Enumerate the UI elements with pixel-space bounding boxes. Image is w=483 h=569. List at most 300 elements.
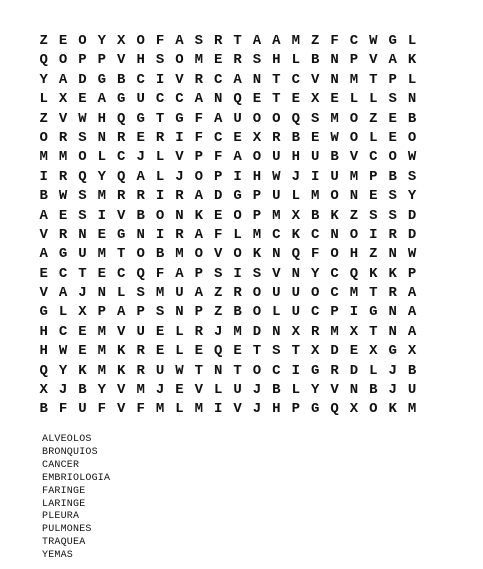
grid-letter: Y bbox=[407, 188, 417, 205]
grid-letter: O bbox=[407, 129, 417, 146]
grid-letter: J bbox=[136, 149, 145, 166]
grid-letter: V bbox=[117, 323, 126, 340]
grid-letter: O bbox=[39, 129, 48, 146]
grid-letter: I bbox=[349, 304, 359, 321]
grid-letter: E bbox=[78, 323, 87, 340]
grid-letter: C bbox=[349, 33, 359, 49]
grid-letter: N bbox=[272, 323, 281, 340]
grid-letter: F bbox=[97, 401, 107, 418]
grid-letter: J bbox=[155, 382, 165, 399]
grid-letter: C bbox=[136, 71, 145, 88]
grid-letter: T bbox=[369, 285, 378, 302]
grid-letter: J bbox=[252, 382, 262, 399]
grid-letter: V bbox=[117, 52, 126, 69]
grid-letter: U bbox=[407, 382, 417, 399]
grid-letter: U bbox=[136, 323, 145, 340]
grid-letter: M bbox=[272, 207, 281, 224]
grid-letter: N bbox=[407, 91, 417, 108]
grid-letter: O bbox=[233, 207, 242, 224]
grid-letter: M bbox=[97, 246, 107, 263]
grid-letter: B bbox=[39, 188, 48, 205]
grid-letter: A bbox=[214, 110, 223, 127]
grid-letter: V bbox=[214, 246, 223, 263]
grid-letter: U bbox=[155, 362, 165, 379]
grid-letter: D bbox=[214, 188, 223, 205]
grid-letter: L bbox=[272, 304, 281, 321]
grid-letter: Q bbox=[214, 343, 223, 360]
grid-letter: E bbox=[330, 91, 339, 108]
grid-letter: C bbox=[155, 91, 165, 108]
grid-letter: R bbox=[136, 188, 145, 205]
grid-letter: M bbox=[97, 362, 107, 379]
word-list-item: PULMONES bbox=[42, 524, 92, 536]
grid-letter: S bbox=[369, 207, 378, 224]
grid-letter: T bbox=[233, 33, 242, 49]
grid-letter: U bbox=[78, 401, 87, 418]
grid-letter: L bbox=[291, 382, 300, 399]
grid-letter: B bbox=[233, 304, 242, 321]
grid-letter: A bbox=[194, 188, 204, 205]
grid-letter: N bbox=[97, 129, 107, 146]
grid-letter: E bbox=[369, 188, 378, 205]
grid-letter: O bbox=[58, 52, 68, 69]
grid-letter: N bbox=[214, 91, 223, 108]
grid-letter: M bbox=[194, 401, 204, 418]
grid-letter: V bbox=[272, 265, 281, 282]
grid-letter: Q bbox=[233, 91, 242, 108]
grid-letter: H bbox=[272, 52, 281, 69]
grid-letter: V bbox=[369, 52, 378, 69]
grid-letter: G bbox=[310, 362, 320, 379]
grid-letter: R bbox=[214, 33, 223, 49]
grid-letter: V bbox=[39, 226, 48, 243]
grid-letter: I bbox=[39, 168, 48, 185]
grid-letter: A bbox=[407, 323, 417, 340]
grid-letter: B bbox=[291, 129, 300, 146]
grid-letter: O bbox=[78, 33, 87, 49]
grid-letter: K bbox=[291, 226, 300, 243]
grid-letter: E bbox=[175, 382, 184, 399]
grid-letter: I bbox=[155, 71, 165, 88]
grid-letter: P bbox=[252, 207, 262, 224]
grid-letter: L bbox=[369, 362, 378, 379]
grid-letter: L bbox=[233, 226, 242, 243]
grid-letter: S bbox=[388, 188, 397, 205]
grid-letter: A bbox=[194, 91, 204, 108]
grid-letter: K bbox=[252, 246, 262, 263]
grid-row bbox=[34, 168, 444, 187]
grid-letter: N bbox=[349, 188, 359, 205]
grid-letter: M bbox=[349, 285, 359, 302]
grid-row bbox=[34, 362, 444, 381]
grid-letter: P bbox=[194, 265, 204, 282]
word-list-item: YEMAS bbox=[42, 550, 74, 562]
grid-letter: R bbox=[175, 188, 184, 205]
grid-letter: X bbox=[252, 129, 262, 146]
grid-letter: B bbox=[310, 207, 320, 224]
grid-letter: B bbox=[272, 382, 281, 399]
grid-letter: Z bbox=[369, 246, 378, 263]
grid-letter: G bbox=[39, 304, 48, 321]
grid-letter: P bbox=[407, 265, 417, 282]
grid-letter: P bbox=[388, 71, 397, 88]
grid-letter: K bbox=[388, 401, 397, 418]
grid-row bbox=[34, 110, 444, 129]
grid-letter: Q bbox=[117, 110, 126, 127]
grid-letter: K bbox=[369, 265, 378, 282]
grid-letter: J bbox=[175, 168, 184, 185]
grid-letter: U bbox=[175, 285, 184, 302]
grid-letter: E bbox=[97, 265, 107, 282]
grid-letter: E bbox=[78, 343, 87, 360]
grid-letter: X bbox=[349, 401, 359, 418]
grid-letter: P bbox=[194, 149, 204, 166]
grid-letter: G bbox=[388, 33, 397, 49]
grid-letter: Y bbox=[39, 71, 48, 88]
grid-letter: F bbox=[214, 226, 223, 243]
grid-letter: H bbox=[136, 52, 145, 69]
grid-letter: T bbox=[155, 110, 165, 127]
grid-letter: O bbox=[330, 246, 339, 263]
grid-letter: H bbox=[97, 110, 107, 127]
grid-letter: A bbox=[175, 265, 184, 282]
word-list-item: FARINGE bbox=[42, 485, 86, 497]
grid-letter: H bbox=[291, 149, 300, 166]
grid-letter: M bbox=[310, 188, 320, 205]
grid-letter: Z bbox=[369, 110, 378, 127]
grid-letter: I bbox=[155, 188, 165, 205]
grid-letter: A bbox=[407, 304, 417, 321]
word-list-item: TRAQUEA bbox=[42, 537, 86, 549]
grid-letter: P bbox=[194, 304, 204, 321]
grid-letter: V bbox=[39, 285, 48, 302]
grid-letter: E bbox=[136, 129, 145, 146]
grid-letter: B bbox=[330, 149, 339, 166]
grid-row bbox=[34, 400, 444, 419]
grid-letter: L bbox=[97, 149, 107, 166]
grid-letter: V bbox=[117, 382, 126, 399]
grid-letter: U bbox=[233, 382, 242, 399]
grid-letter: S bbox=[194, 33, 204, 49]
grid-row bbox=[34, 207, 444, 226]
grid-letter: R bbox=[117, 129, 126, 146]
grid-letter: U bbox=[291, 285, 300, 302]
grid-letter: N bbox=[388, 304, 397, 321]
grid-letter: C bbox=[117, 149, 126, 166]
grid-letter: D bbox=[252, 323, 262, 340]
grid-letter: D bbox=[407, 226, 417, 243]
grid-letter: P bbox=[136, 304, 145, 321]
grid-letter: R bbox=[117, 188, 126, 205]
grid-letter: U bbox=[291, 304, 300, 321]
grid-letter: V bbox=[310, 71, 320, 88]
grid-letter: Y bbox=[97, 33, 107, 49]
grid-letter: X bbox=[58, 91, 68, 108]
grid-letter: C bbox=[58, 323, 68, 340]
grid-letter: L bbox=[369, 91, 378, 108]
grid-letter: I bbox=[214, 401, 223, 418]
grid-letter: O bbox=[272, 110, 281, 127]
grid-letter: J bbox=[78, 285, 87, 302]
grid-letter: L bbox=[291, 52, 300, 69]
grid-letter: M bbox=[175, 246, 184, 263]
grid-letter: G bbox=[310, 401, 320, 418]
grid-row bbox=[34, 265, 444, 284]
grid-letter: P bbox=[252, 188, 262, 205]
grid-letter: O bbox=[194, 246, 204, 263]
grid-letter: F bbox=[194, 110, 204, 127]
grid-letter: X bbox=[369, 343, 378, 360]
grid-letter: S bbox=[272, 343, 281, 360]
grid-letter: B bbox=[136, 207, 145, 224]
grid-letter: K bbox=[407, 52, 417, 69]
grid-letter: R bbox=[58, 226, 68, 243]
grid-row bbox=[34, 381, 444, 400]
grid-row bbox=[34, 187, 444, 206]
grid-letter: N bbox=[388, 323, 397, 340]
grid-letter: P bbox=[349, 52, 359, 69]
grid-letter: R bbox=[155, 129, 165, 146]
grid-letter: G bbox=[58, 246, 68, 263]
grid-letter: P bbox=[97, 304, 107, 321]
grid-letter: Q bbox=[291, 246, 300, 263]
grid-letter: E bbox=[58, 33, 68, 49]
grid-letter: G bbox=[369, 304, 378, 321]
grid-letter: A bbox=[233, 71, 242, 88]
grid-letter: R bbox=[272, 129, 281, 146]
grid-row bbox=[34, 32, 444, 51]
grid-letter: M bbox=[155, 401, 165, 418]
grid-letter: Q bbox=[117, 168, 126, 185]
grid-letter: Y bbox=[310, 265, 320, 282]
grid-letter: O bbox=[175, 52, 184, 69]
grid-letter: Y bbox=[58, 362, 68, 379]
grid-letter: C bbox=[117, 265, 126, 282]
word-list bbox=[42, 434, 110, 563]
grid-letter: B bbox=[388, 168, 397, 185]
grid-letter: E bbox=[155, 323, 165, 340]
grid-letter: J bbox=[291, 168, 300, 185]
grid-letter: S bbox=[136, 285, 145, 302]
grid-letter: E bbox=[194, 343, 204, 360]
grid-letter: Q bbox=[291, 110, 300, 127]
grid-letter: L bbox=[175, 401, 184, 418]
grid-letter: G bbox=[117, 226, 126, 243]
grid-letter: I bbox=[310, 168, 320, 185]
grid-letter: N bbox=[330, 52, 339, 69]
grid-letter: Y bbox=[97, 382, 107, 399]
grid-letter: M bbox=[39, 149, 48, 166]
grid-letter: B bbox=[369, 382, 378, 399]
grid-letter: E bbox=[388, 110, 397, 127]
grid-letter: F bbox=[330, 33, 339, 49]
grid-letter: M bbox=[330, 110, 339, 127]
grid-row bbox=[34, 245, 444, 264]
grid-letter: H bbox=[39, 323, 48, 340]
grid-letter: J bbox=[388, 382, 397, 399]
grid-letter: B bbox=[155, 246, 165, 263]
grid-letter: C bbox=[214, 129, 223, 146]
grid-letter: T bbox=[291, 343, 300, 360]
grid-letter: M bbox=[97, 343, 107, 360]
grid-row bbox=[34, 284, 444, 303]
grid-letter: P bbox=[330, 304, 339, 321]
grid-letter: O bbox=[78, 149, 87, 166]
grid-letter: N bbox=[78, 226, 87, 243]
word-list-item: EMBRIOLOGIA bbox=[42, 472, 111, 484]
grid-letter: F bbox=[58, 401, 68, 418]
grid-letter: N bbox=[349, 382, 359, 399]
grid-letter: C bbox=[310, 304, 320, 321]
grid-letter: A bbox=[39, 246, 48, 263]
grid-letter: L bbox=[291, 188, 300, 205]
grid-letter: M bbox=[58, 149, 68, 166]
grid-letter: O bbox=[155, 207, 165, 224]
grid-letter: X bbox=[291, 323, 300, 340]
grid-letter: E bbox=[233, 129, 242, 146]
grid-letter: I bbox=[175, 129, 184, 146]
grid-letter: M bbox=[136, 382, 145, 399]
grid-letter: G bbox=[117, 91, 126, 108]
grid-letter: P bbox=[214, 168, 223, 185]
grid-letter: O bbox=[252, 304, 262, 321]
word-list-item: ALVEOLOS bbox=[42, 434, 92, 445]
grid-letter: P bbox=[78, 52, 87, 69]
grid-letter: V bbox=[175, 71, 184, 88]
grid-letter: C bbox=[291, 71, 300, 88]
grid-letter: T bbox=[272, 71, 281, 88]
grid-letter: M bbox=[155, 285, 165, 302]
grid-letter: N bbox=[388, 246, 397, 263]
grid-letter: I bbox=[155, 226, 165, 243]
grid-letter: X bbox=[349, 323, 359, 340]
grid-letter: F bbox=[310, 246, 320, 263]
grid-letter: O bbox=[252, 362, 262, 379]
grid-letter: O bbox=[388, 149, 397, 166]
grid-row bbox=[34, 51, 444, 70]
grid-letter: W bbox=[58, 343, 68, 360]
grid-letter: T bbox=[272, 91, 281, 108]
grid-letter: E bbox=[233, 343, 242, 360]
grid-letter: Z bbox=[214, 304, 223, 321]
grid-letter: R bbox=[175, 226, 184, 243]
grid-letter: P bbox=[369, 168, 378, 185]
grid-letter: A bbox=[39, 207, 48, 224]
grid-letter: A bbox=[58, 285, 68, 302]
grid-letter: Q bbox=[39, 362, 48, 379]
grid-letter: C bbox=[175, 91, 184, 108]
grid-letter: N bbox=[136, 226, 145, 243]
grid-letter: R bbox=[330, 362, 339, 379]
grid-letter: A bbox=[136, 168, 145, 185]
grid-letter: E bbox=[39, 265, 48, 282]
grid-letter: O bbox=[194, 168, 204, 185]
grid-letter: Z bbox=[349, 207, 359, 224]
grid-letter: S bbox=[214, 265, 223, 282]
grid-letter: S bbox=[252, 265, 262, 282]
grid-letter: C bbox=[310, 226, 320, 243]
grid-letter: J bbox=[58, 382, 68, 399]
grid-letter: V bbox=[58, 110, 68, 127]
grid-letter: O bbox=[310, 285, 320, 302]
grid-letter: T bbox=[194, 362, 204, 379]
grid-letter: Q bbox=[39, 52, 48, 69]
word-list-item: LARINGE bbox=[42, 498, 86, 510]
grid-letter: L bbox=[175, 343, 184, 360]
grid-letter: G bbox=[233, 188, 242, 205]
grid-letter: L bbox=[175, 323, 184, 340]
grid-letter: A bbox=[194, 285, 204, 302]
grid-letter: H bbox=[272, 401, 281, 418]
grid-letter: C bbox=[214, 71, 223, 88]
grid-letter: O bbox=[252, 285, 262, 302]
grid-letter: G bbox=[175, 110, 184, 127]
grid-letter: Q bbox=[78, 168, 87, 185]
grid-letter: E bbox=[310, 129, 320, 146]
grid-letter: U bbox=[330, 168, 339, 185]
grid-letter: K bbox=[194, 207, 204, 224]
grid-letter: N bbox=[330, 71, 339, 88]
grid-letter: B bbox=[78, 382, 87, 399]
grid-letter: V bbox=[330, 382, 339, 399]
grid-letter: U bbox=[233, 110, 242, 127]
grid-letter: T bbox=[233, 362, 242, 379]
grid-letter: L bbox=[39, 91, 48, 108]
grid-row bbox=[34, 129, 444, 148]
grid-letter: G bbox=[97, 71, 107, 88]
grid-letter: D bbox=[407, 207, 417, 224]
grid-letter: E bbox=[155, 343, 165, 360]
grid-letter: N bbox=[97, 285, 107, 302]
grid-letter: V bbox=[117, 207, 126, 224]
grid-letter: W bbox=[78, 110, 87, 127]
grid-row bbox=[34, 148, 444, 167]
grid-letter: L bbox=[349, 91, 359, 108]
grid-letter: T bbox=[117, 246, 126, 263]
grid-letter: R bbox=[388, 226, 397, 243]
grid-letter: U bbox=[310, 149, 320, 166]
grid-letter: D bbox=[349, 362, 359, 379]
grid-letter: Z bbox=[310, 33, 320, 49]
grid-letter: I bbox=[97, 207, 107, 224]
grid-letter: A bbox=[175, 33, 184, 49]
grid-letter: J bbox=[252, 401, 262, 418]
grid-letter: W bbox=[407, 246, 417, 263]
grid-letter: Y bbox=[97, 168, 107, 185]
grid-letter: C bbox=[272, 362, 281, 379]
grid-letter: E bbox=[97, 226, 107, 243]
grid-letter: X bbox=[117, 33, 126, 49]
grid-letter: H bbox=[349, 246, 359, 263]
grid-letter: I bbox=[233, 265, 242, 282]
grid-letter: W bbox=[58, 188, 68, 205]
grid-letter: V bbox=[194, 382, 204, 399]
grid-letter: S bbox=[78, 207, 87, 224]
grid-letter: R bbox=[58, 129, 68, 146]
grid-letter: N bbox=[175, 207, 184, 224]
grid-row bbox=[34, 90, 444, 109]
grid-letter: M bbox=[97, 323, 107, 340]
grid-letter: A bbox=[252, 33, 262, 49]
grid-letter: Z bbox=[39, 33, 48, 49]
grid-letter: K bbox=[330, 207, 339, 224]
grid-letter: N bbox=[330, 226, 339, 243]
grid-letter: J bbox=[388, 362, 397, 379]
grid-letter: Q bbox=[330, 401, 339, 418]
grid-letter: O bbox=[349, 110, 359, 127]
grid-letter: Q bbox=[349, 265, 359, 282]
grid-letter: T bbox=[252, 343, 262, 360]
